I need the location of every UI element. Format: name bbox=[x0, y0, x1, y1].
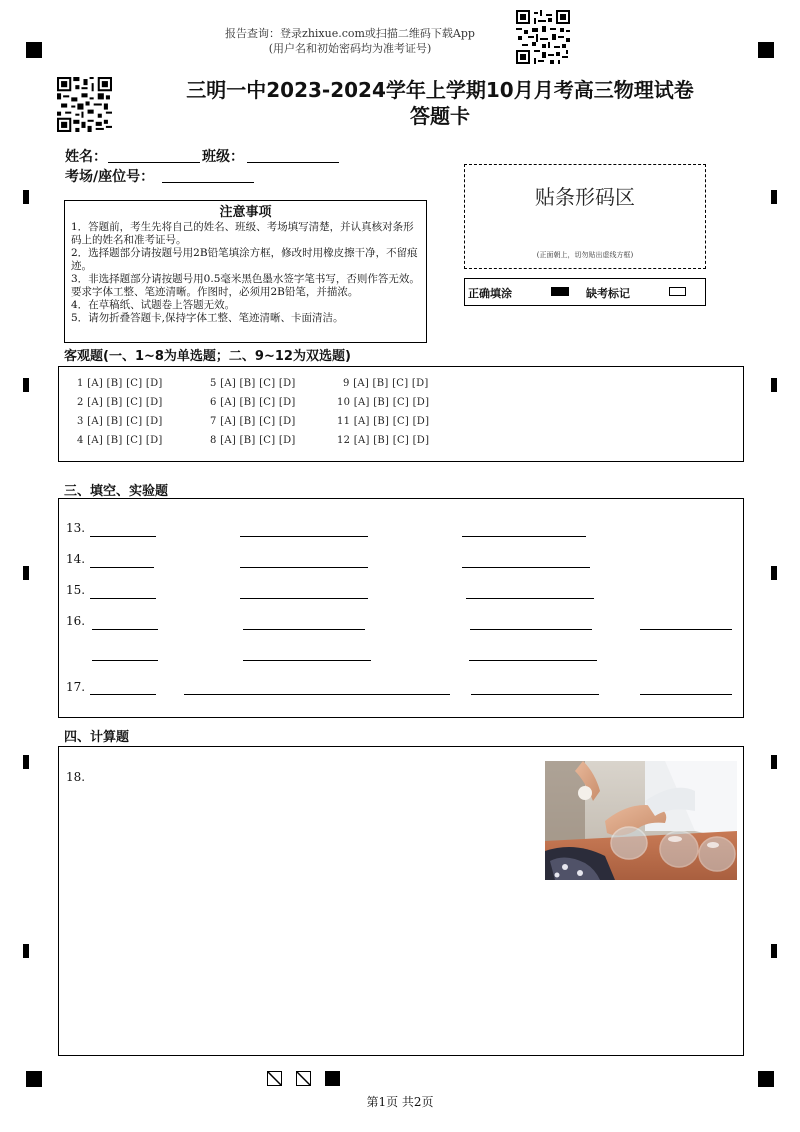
mc-question-row[interactable]: 4 [A] [B] [C] [D] bbox=[77, 435, 163, 446]
answer-blank[interactable] bbox=[90, 567, 154, 568]
mc-question-row[interactable]: 7 [A] [B] [C] [D] bbox=[210, 416, 296, 427]
corner-marker-top-right bbox=[758, 42, 774, 58]
answer-blank[interactable] bbox=[470, 629, 592, 630]
answer-blank[interactable] bbox=[240, 567, 368, 568]
mc-question-row[interactable]: 6 [A] [B] [C] [D] bbox=[210, 397, 296, 408]
account-hint-text: (用户名和初始密码均为准考证号) bbox=[268, 42, 432, 55]
question-13-label: 13. bbox=[66, 521, 86, 535]
notice-box bbox=[64, 200, 427, 343]
page-marker-filled bbox=[325, 1071, 340, 1086]
notice-item: 2．选择题部分请按题号用2B铅笔填涂方框，修改时用橡皮擦干净，不留痕迹。 bbox=[71, 247, 418, 272]
answer-blank[interactable] bbox=[184, 694, 450, 695]
name-field[interactable] bbox=[108, 162, 200, 163]
correct-fill-sample bbox=[551, 287, 569, 296]
answer-blank[interactable] bbox=[471, 694, 599, 695]
timing-mark bbox=[771, 566, 777, 580]
correct-fill-label: 正确填涂 bbox=[468, 287, 512, 300]
answer-blank[interactable] bbox=[466, 598, 594, 599]
fill-blank-title: 三、填空、实验题 bbox=[64, 484, 169, 499]
answer-blank[interactable] bbox=[243, 660, 371, 661]
timing-mark bbox=[771, 378, 777, 392]
objective-title: 客观题(一、1~8为单选题；二、9~12为双选题) bbox=[64, 349, 351, 364]
timing-mark bbox=[771, 190, 777, 204]
page-marker-hatched bbox=[296, 1071, 311, 1086]
barcode-hint: (正面朝上，切勿贴出虚线方框) bbox=[536, 251, 634, 259]
notice-item: 4．在草稿纸、试题卷上答题无效。 bbox=[71, 299, 236, 311]
answer-blank[interactable] bbox=[462, 536, 586, 537]
mc-question-row[interactable]: 1 [A] [B] [C] [D] bbox=[77, 378, 163, 389]
mc-question-row[interactable]: 11 [A] [B] [C] [D] bbox=[337, 416, 430, 427]
corner-marker-bottom-right bbox=[758, 1071, 774, 1087]
answer-blank[interactable] bbox=[90, 694, 156, 695]
timing-mark bbox=[771, 755, 777, 769]
timing-mark bbox=[23, 566, 29, 580]
exam-title: 三明一中2023-2024学年上学期10月月考高三物理试卷 bbox=[186, 78, 694, 102]
question-16-label: 16. bbox=[66, 614, 86, 628]
absent-mark-label: 缺考标记 bbox=[586, 287, 630, 300]
question-15-label: 15. bbox=[66, 583, 86, 597]
notice-item: 1．答题前，考生先将自己的姓名、班级、考场填写清楚，并认真核对条形码上的姓名和准考证号。 bbox=[71, 221, 414, 246]
mc-question-row[interactable]: 12 [A] [B] [C] [D] bbox=[337, 435, 430, 446]
notice-title: 注意事项 bbox=[219, 205, 272, 220]
mc-question-row[interactable]: 5 [A] [B] [C] [D] bbox=[210, 378, 296, 389]
seat-label: 考场/座位号： bbox=[65, 169, 155, 185]
timing-mark bbox=[23, 190, 29, 204]
fill-legend bbox=[464, 278, 706, 306]
answer-blank[interactable] bbox=[92, 660, 158, 661]
answer-blank[interactable] bbox=[90, 536, 156, 537]
mc-question-row[interactable]: 2 [A] [B] [C] [D] bbox=[77, 397, 163, 408]
timing-mark bbox=[771, 944, 777, 958]
name-label: 姓名： bbox=[65, 149, 107, 165]
corner-marker-bottom-left bbox=[26, 1071, 42, 1087]
timing-mark bbox=[23, 944, 29, 958]
answer-blank[interactable] bbox=[240, 598, 368, 599]
calculation-title: 四、计算题 bbox=[64, 730, 130, 745]
barcode-title: 贴条形码区 bbox=[535, 185, 635, 209]
cupping-photo bbox=[545, 761, 737, 880]
fill-blank-box bbox=[58, 498, 744, 718]
class-field[interactable] bbox=[247, 162, 339, 163]
timing-mark bbox=[23, 378, 29, 392]
answer-blank[interactable] bbox=[640, 694, 732, 695]
class-label: 班级： bbox=[202, 149, 244, 165]
notice-item: 3．非选择题部分请按题号用0.5毫米黑色墨水签字笔书写，否则作答无效。要求字体工整、笔迹清晰。作图时，必须用2B铅笔，并描浓。 bbox=[71, 273, 420, 298]
seat-field[interactable] bbox=[162, 182, 254, 183]
answer-blank[interactable] bbox=[469, 660, 597, 661]
qr-code-card bbox=[57, 77, 112, 132]
answer-card-title: 答题卡 bbox=[410, 104, 470, 128]
answer-blank[interactable] bbox=[640, 629, 732, 630]
question-18-label: 18. bbox=[66, 770, 86, 784]
answer-blank[interactable] bbox=[462, 567, 590, 568]
answer-blank[interactable] bbox=[92, 629, 158, 630]
mc-question-row[interactable]: 3 [A] [B] [C] [D] bbox=[77, 416, 163, 427]
page-number: 第1页 共2页 bbox=[366, 1095, 434, 1109]
absent-mark-box[interactable] bbox=[669, 287, 686, 296]
qr-code-download bbox=[516, 10, 570, 64]
mc-question-row[interactable]: 10 [A] [B] [C] [D] bbox=[337, 397, 430, 408]
report-query-text: 报告查询：登录zhixue.com或扫描二维码下载App bbox=[225, 27, 475, 40]
mc-question-row[interactable]: 9 [A] [B] [C] [D] bbox=[343, 378, 429, 389]
timing-mark bbox=[23, 755, 29, 769]
answer-blank[interactable] bbox=[240, 536, 368, 537]
question-17-label: 17. bbox=[66, 680, 86, 694]
barcode-area bbox=[464, 164, 706, 269]
answer-blank[interactable] bbox=[243, 629, 365, 630]
page-marker-hatched bbox=[267, 1071, 282, 1086]
mc-question-row[interactable]: 8 [A] [B] [C] [D] bbox=[210, 435, 296, 446]
question-14-label: 14. bbox=[66, 552, 86, 566]
answer-blank[interactable] bbox=[90, 598, 156, 599]
notice-item: 5．请勿折叠答题卡,保持字体工整、笔迹清晰、卡面清洁。 bbox=[71, 312, 344, 324]
